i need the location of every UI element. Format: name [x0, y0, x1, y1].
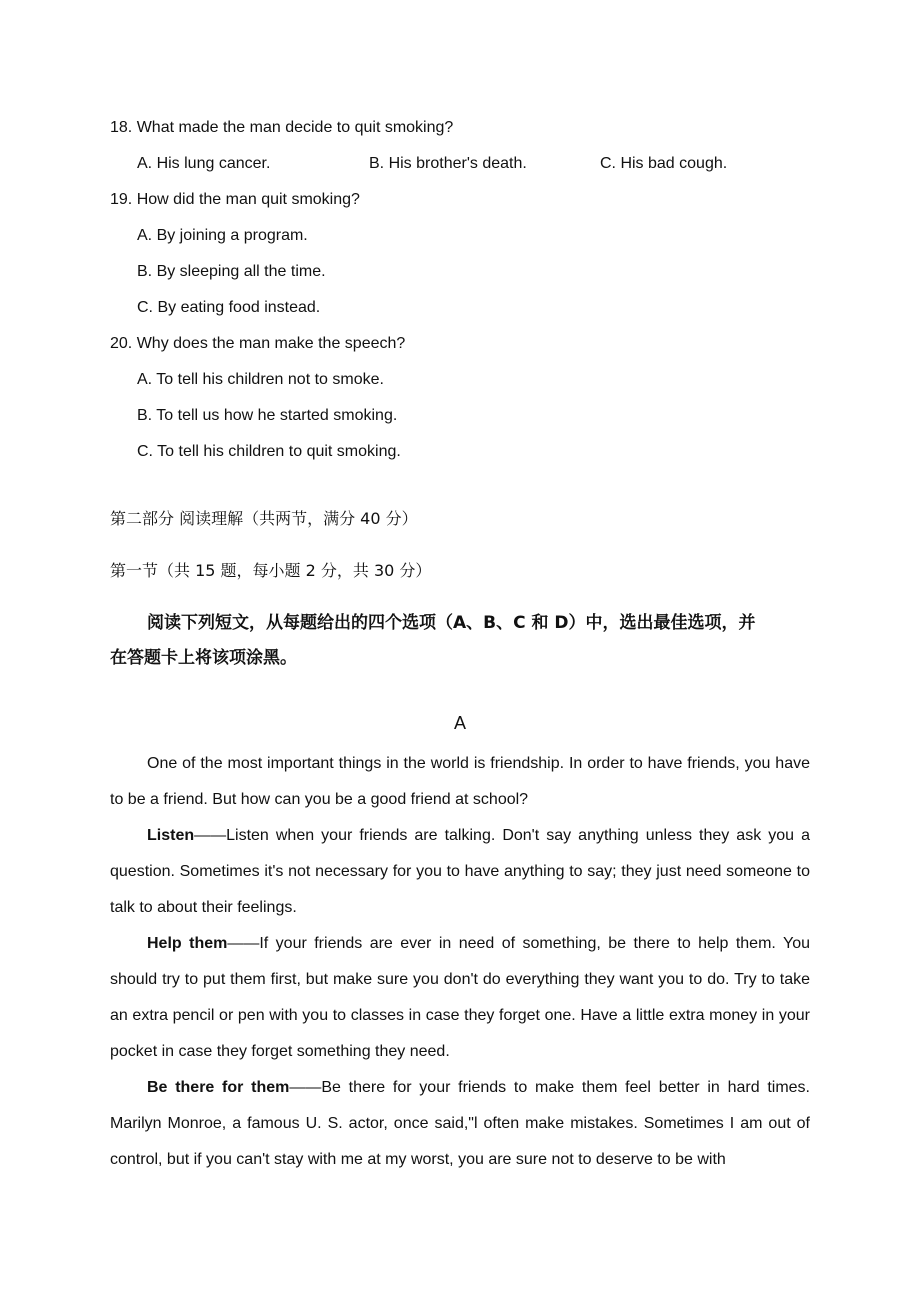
tip-heading: Help them [147, 935, 228, 952]
question-18-option-c: C. His bad cough. [600, 155, 728, 172]
instruction-line-1: 阅读下列短文，从每题给出的四个选项（A、B、C 和 D）中，选出最佳选项，并 [147, 613, 756, 633]
instruction-line-2: 在答题卡上将该项涂黑。 [110, 648, 297, 668]
question-19-stem: 19. How did the man quit smoking? [110, 191, 360, 208]
question-18-stem: 18. What made the man decide to quit smoking? [110, 119, 454, 136]
tip-text: Listen when your friends are talking. Don't say anything unless they ask you a question. Sometimes it's not necessary for you to have anything to say; they just need someone to talk to about their feelings. [110, 827, 810, 916]
part-title: 第二部分 阅读理解（共两节，满分 40 分） [110, 509, 418, 528]
tip-heading: Listen [147, 827, 195, 844]
tip-dash: —— [289, 1079, 322, 1096]
tip-text: If your friends are ever in need of something, be there to help them. You should try to put them first, but make sure you don't do everything they want you to do. Try to take an extra pencil or pen with you to classes in case they forget one. Have a little extra money in your pocket in case they forget something they need. [110, 935, 811, 1060]
passage-body [110, 746, 810, 1178]
question-20-option-c: C. To tell his children to quit smoking. [137, 443, 401, 460]
question-19-option-b: B. By sleeping all the time. [137, 263, 326, 280]
question-19-option-a: A. By joining a program. [137, 227, 308, 244]
tip-help-them [110, 926, 810, 1070]
passage-intro: One of the most important things in the world is friendship. In order to have friends, you have to be a friend. But how can you be a good friend at school? [110, 755, 810, 808]
subsection-title: 第一节（共 15 题，每小题 2 分，共 30 分） [110, 561, 432, 580]
tip-text: Be there for your friends to make them feel better in hard times. Marilyn Monroe, a famous U. S. actor, once said,"l often make mistakes. Sometimes I am out of control, but if you can't stay with me at my worst, you are sure not to deserve to be with [110, 1079, 810, 1168]
tip-be-there [110, 1070, 810, 1178]
tip-listen [110, 818, 810, 926]
question-20-option-a: A. To tell his children not to smoke. [137, 371, 384, 388]
tip-dash: —— [227, 935, 260, 952]
question-18-option-b: B. His brother's death. [369, 155, 527, 172]
tip-dash: —— [194, 827, 227, 844]
passage-letter: A [453, 713, 466, 733]
tip-heading: Be there for them [147, 1079, 290, 1096]
question-18-option-a: A. His lung cancer. [137, 155, 271, 172]
question-20-option-b: B. To tell us how he started smoking. [137, 407, 398, 424]
question-20-stem: 20. Why does the man make the speech? [110, 335, 406, 352]
question-19-option-c: C. By eating food instead. [137, 299, 321, 316]
